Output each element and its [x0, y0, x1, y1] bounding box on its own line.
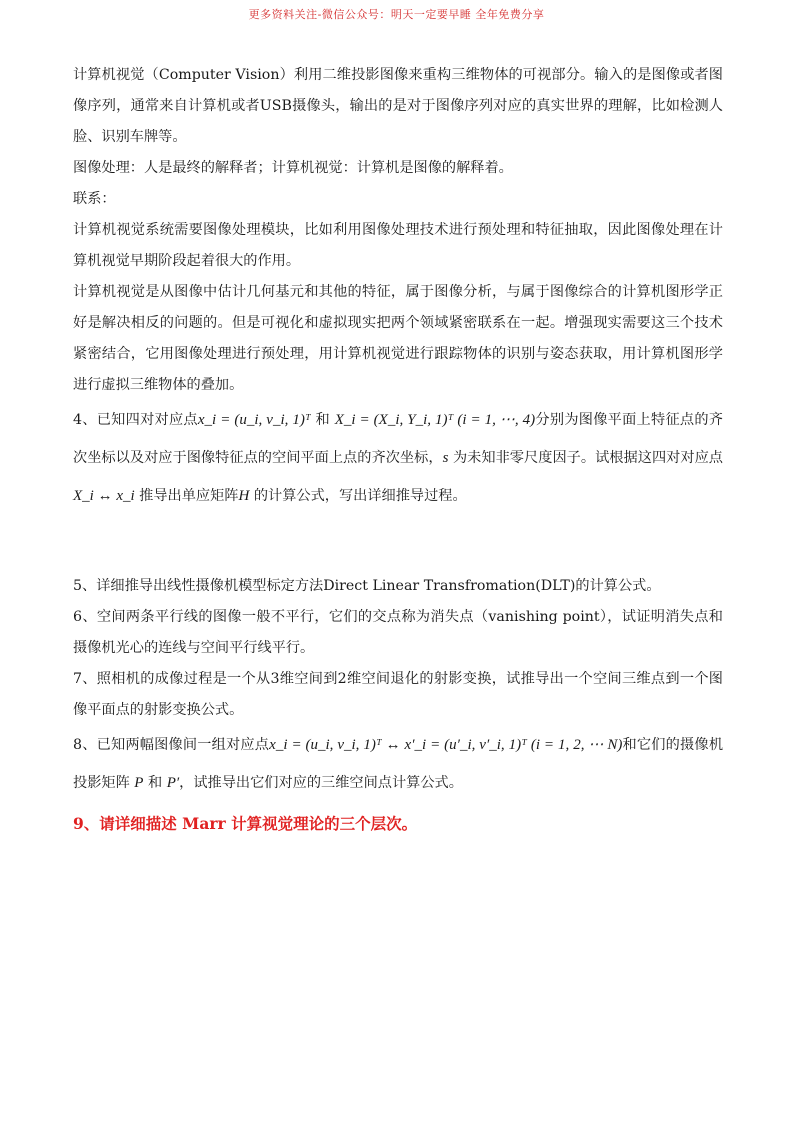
q8-text-3: ，试推导出它们对应的三维空间点计算公式。: [179, 775, 463, 791]
q8-and: 和: [147, 775, 163, 791]
spacer: [73, 515, 723, 571]
header-banner: 更多资料关注-微信公众号：明天一定要早睡 全年免费分享: [248, 8, 545, 21]
paragraph-comparison: 图像处理：人是最终的解释者；计算机视觉：计算机是图像的解释着。: [73, 160, 513, 176]
q4-formula-Xi: X_i = (X_i, Y_i, 1)ᵀ (i = 1, ⋯, 4): [334, 412, 536, 428]
q8-text-1: 8、已知两幅图像间一组对应点: [73, 737, 270, 753]
question-5: 5、详细推导出线性摄像机模型标定方法Direct Linear Transfromation(DLT)的计算公式。: [73, 578, 661, 594]
q4-text-5: 的计算公式，写出详细推导过程。: [253, 488, 467, 504]
q4-homography-H: H: [238, 488, 250, 504]
q8-matrix-Pprime: P′: [166, 775, 180, 791]
paragraph-relation-1: 计算机视觉系统需要图像处理模块，比如利用图像处理技术进行预处理和特征抽取，因此图像处理在计算机视觉早期阶段起着很大的作用。: [73, 222, 723, 269]
paragraph-relation-2: 计算机视觉是从图像中估计几何基元和其他的特征，属于图像分析，与属于图像综合的计算机图形学正好是解决相反的问题的。但是可视化和虚拟现实把两个领域紧密联系在一起。增强现实需要这三个技术紧密结合，它用图像处理进行预处理，用计算机视觉进行跟踪物体的识别与姿态获取，用计算机图形学进行虚拟三维物体的叠加。: [73, 284, 723, 393]
q4-formula-xi: x_i = (u_i, v_i, 1)ᵀ: [197, 412, 311, 428]
q4-text-3: 为未知非零尺度因子。试根据这四对对应点: [452, 450, 723, 466]
q8-matrix-P: P: [134, 775, 144, 791]
question-4: [73, 401, 723, 515]
q4-scale-s: s: [442, 450, 449, 466]
question-8: [73, 726, 723, 802]
paragraph-relation-heading: 联系：: [73, 191, 116, 207]
q8-formula: x_i = (u_i, v_i, 1)ᵀ ↔ x′_i = (u′_i, v′_i, 1)ᵀ (i = 1, 2, ⋯ N): [269, 737, 623, 753]
question-9: 9、请详细描述 Marr 计算视觉理论的三个层次。: [73, 814, 418, 833]
question-7: 7、照相机的成像过程是一个从3维空间到2维空间退化的射影变换，试推导出一个空间三维点到一个图像平面点的射影变换公式。: [73, 671, 723, 718]
question-6: 6、空间两条平行线的图像一般不平行，它们的交点称为消失点（vanishing point），试证明消失点和摄像机光心的连线与空间平行线平行。: [73, 609, 723, 656]
q8-text-2: 和它们的摄像机投影矩阵: [73, 737, 724, 791]
q4-formula-correspondence: X_i ↔ x_i: [73, 488, 135, 504]
q4-and: 和: [315, 412, 330, 428]
q4-text-2: 分别为图像平面上特征点的齐次坐标以及对应于图像特征点的空间平面上点的齐次坐标，: [73, 412, 723, 466]
document-body: [73, 60, 723, 839]
paragraph-cv-definition: 计算机视觉（Computer Vision）利用二维投影图像来重构三维物体的可视部分。输入的是图像或者图像序列，通常来自计算机或者USB摄像头，输出的是对于图像序列对应的真实世界的理解，比如检测人脸、识别车牌等。: [73, 67, 723, 145]
q4-text-1: 4、已知四对对应点: [73, 412, 198, 428]
q4-text-4: 推导出单应矩阵: [139, 488, 239, 504]
